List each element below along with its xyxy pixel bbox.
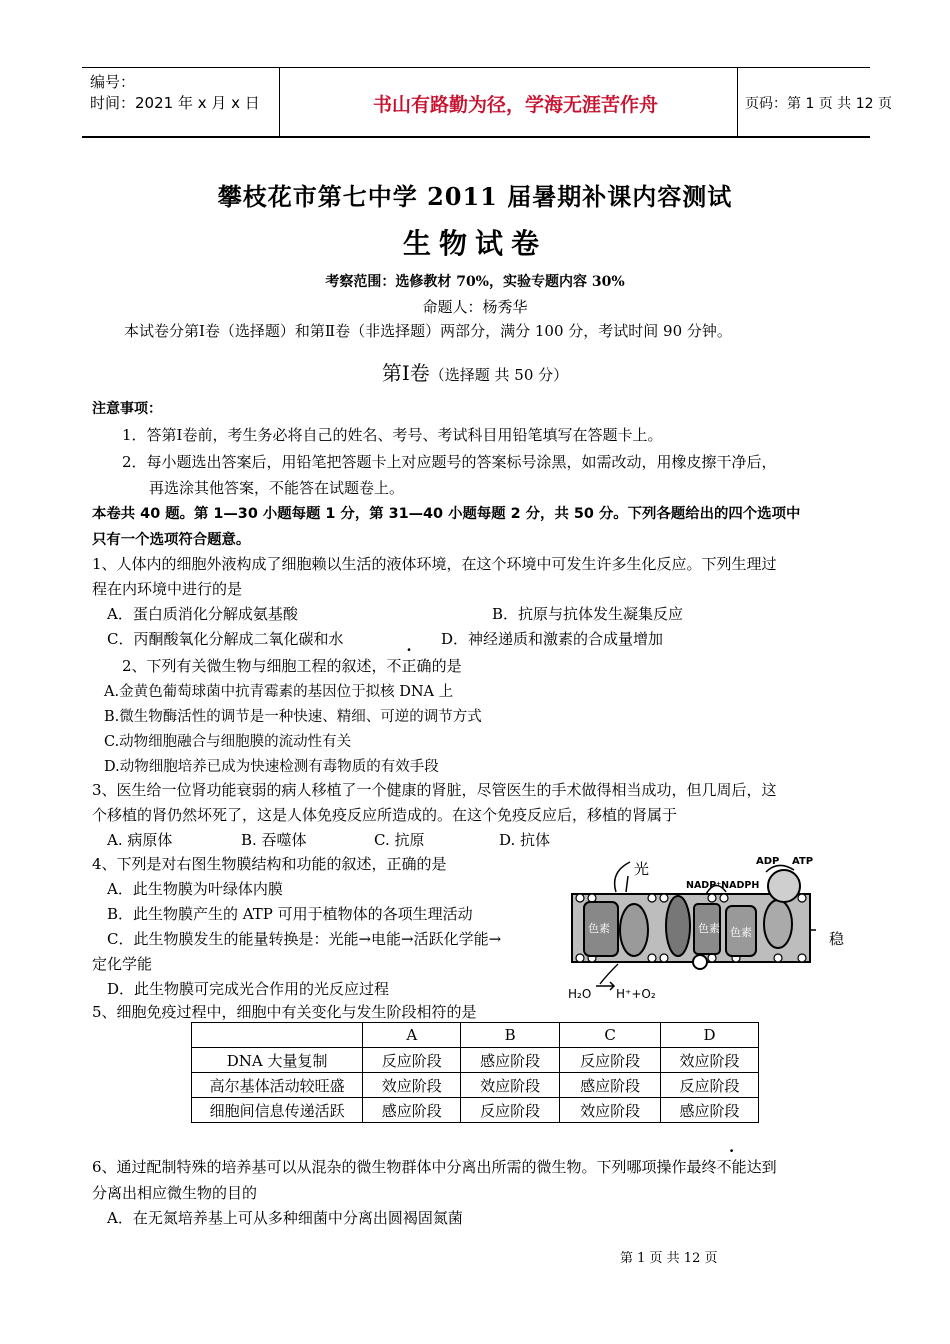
page-footer: 第 1 页 共 12 页 (620, 1251, 718, 1266)
table-cell: 效应阶段 (560, 1098, 661, 1123)
oxygen-label: H⁺+O₂ (616, 987, 656, 1001)
q1-stem-2: 程在内环境中进行的是 (92, 580, 243, 598)
q3-stem-2: 个移植的肾仍然坏死了，这是人体免疫反应所造成的。在这个免疫反应后，移植的肾属于 (92, 806, 678, 824)
q3-stem-1: 3、医生给一位肾功能衰弱的病人移植了一个健康的肾脏，尽管医生的手术做得相当成功，但几周后，这 (92, 781, 777, 799)
notes-label: 注意事项： (92, 401, 162, 417)
protein-complex-3 (666, 896, 690, 956)
atp-synthase (764, 900, 792, 948)
q4-option-b: B．此生物膜产生的 ATP 可用于植物体的各项生理活动 (107, 905, 473, 923)
table-cell: 感应阶段 (661, 1098, 759, 1123)
table-header-cell: A (363, 1023, 461, 1048)
membrane-diagram (566, 852, 816, 1002)
header-table (82, 67, 892, 138)
light-arrow-2 (626, 876, 628, 892)
table-cell: 效应阶段 (461, 1073, 560, 1098)
carrier-dot (693, 955, 707, 969)
table-cell: 感应阶段 (461, 1048, 560, 1073)
q4-option-a: A．此生物膜为叶绿体内膜 (107, 880, 283, 898)
section-subtitle: （选择题 共 50 分） (429, 366, 569, 384)
q2-stem-pre: 2、下列有关微生物与细胞工程的叙述， (122, 657, 387, 675)
header-page-label: 页码：第 1 页 共 12 页 (745, 96, 892, 112)
number-label: 编号： (90, 73, 136, 91)
instructions-line-2: 只有一个选项符合题意。 (92, 532, 251, 548)
q2-option-b: B.微生物酶活性的调节是一种快速、精细、可逆的调节方式 (104, 709, 482, 725)
q6-stem-pre: 6、通过配制特殊的培养基可以从混杂的微生物群体中分离出所需的微生物。下列哪项操作最终 (92, 1158, 717, 1176)
membrane-figure (566, 852, 816, 1002)
protein-complex-2 (620, 904, 648, 956)
table-header-cell: C (560, 1023, 661, 1048)
q4-option-d: D．此生物膜可完成光合作用的光反应过程 (107, 980, 390, 998)
header-motto-cell (279, 68, 738, 136)
header-page-cell (737, 68, 892, 136)
table-header-cell: B (461, 1023, 560, 1048)
q1-stem-1: 1、人体内的细胞外液构成了细胞赖以生活的液体环境，在这个环境中可发生许多生化反应。下列生理过 (92, 555, 777, 573)
q2-stem-emphasis: 不正确 (386, 657, 432, 675)
immune-stage-table (191, 1022, 759, 1123)
pigment-label-2: 色素 (698, 922, 720, 935)
note-2-cont: 再选涂其他答案，不能答在试题卷上。 (149, 479, 405, 497)
header-left-cell (82, 68, 280, 136)
q4-option-c-end: 稳 (829, 930, 845, 948)
section-title: 第Ⅰ卷 (381, 361, 430, 385)
table-row (192, 1098, 759, 1123)
atp-label: ATP (792, 856, 814, 867)
q3-option-a: A. 病原体 (107, 831, 173, 849)
q2-option-a: A.金黄色葡萄球菌中抗青霉素的基因位于拟核 DNA 上 (104, 684, 454, 700)
table-cell: 效应阶段 (363, 1073, 461, 1098)
q1-option-d: D．神经递质和激素的合成量增加 (441, 630, 664, 648)
table-header-cell: D (661, 1023, 759, 1048)
table-cell: 反应阶段 (560, 1048, 661, 1073)
instructions-line-1: 本卷共 40 题。第 1—30 小题每题 1 分，第 31—40 小题每题 2 分，共 50 分。下列各题给出的四个选项中 (92, 506, 801, 522)
q2-option-d: D.动物细胞培养已成为快速检测有毒物质的有效手段 (104, 759, 439, 775)
light-label: 光 (634, 860, 650, 878)
q4-stem: 4、下列是对右图生物膜结构和功能的叙述，正确的是 (92, 855, 447, 873)
q6-stem-post: 达到 (746, 1158, 777, 1176)
table-cell: 感应阶段 (363, 1098, 461, 1123)
adp-label: ADP (756, 856, 780, 867)
note-1: 1．答第Ⅰ卷前，考生务必将自己的姓名、考号、考试科目用铅笔填写在答题卡上。 (122, 426, 663, 444)
table-cell: DNA 大量复制 (192, 1048, 363, 1073)
table-row (192, 1048, 759, 1073)
pigment-label-1: 色素 (588, 922, 610, 935)
q5-stem: 5、细胞免疫过程中，细胞中有关变化与发生阶段相符的是 (92, 1003, 477, 1021)
note-2: 2．每小题选出答案后，用铅笔把答题卡上对应题号的答案标号涂黑，如需改动，用橡皮擦干净后， (122, 453, 777, 471)
q2-option-c: C.动物细胞融合与细胞膜的流动性有关 (104, 734, 352, 750)
table-cell: 反应阶段 (461, 1098, 560, 1123)
q4-option-c: C．此生物膜发生的能量转换是：光能→电能→活跃化学能→ (107, 930, 502, 948)
q1-option-c: C．丙酮酸氧化分解成二氧化碳和水 (107, 630, 344, 648)
q6-stem-emphasis: 不能 (716, 1158, 747, 1176)
table-row (192, 1073, 759, 1098)
nadp-label: NADP⁺NADPH (686, 880, 760, 891)
table-cell: 效应阶段 (661, 1048, 759, 1073)
q4-option-c-cont: 定化学能 (92, 955, 153, 973)
exam-author: 命题人：杨秀华 (422, 298, 528, 316)
pigment-label-3: 色素 (730, 926, 752, 939)
q1-option-b: B．抗原与抗体发生凝集反应 (492, 605, 684, 623)
table-cell: 反应阶段 (363, 1048, 461, 1073)
q3-option-c: C. 抗原 (374, 831, 425, 849)
water-curve (600, 964, 618, 984)
table-cell: 细胞间信息传递活跃 (192, 1098, 363, 1123)
atp-synthase-head (768, 870, 800, 902)
q6-stem-1 (92, 1156, 777, 1177)
exam-intro: 本试卷分第Ⅰ卷（选择题）和第Ⅱ卷（非选择题）两部分，满分 100 分，考试时间 90 分钟。 (124, 322, 732, 340)
section-heading (0, 357, 950, 386)
exam-scope: 考察范围：选修教材 70%，实验专题内容 30% (325, 274, 625, 290)
q1-option-a: A．蛋白质消化分解成氨基酸 (107, 605, 298, 623)
table-cell: 高尔基体活动较旺盛 (192, 1073, 363, 1098)
exam-title: 攀枝花市第七中学 2011 届暑期补课内容测试 (217, 182, 733, 211)
table-cell: 反应阶段 (661, 1073, 759, 1098)
water-label: H₂O (568, 987, 592, 1001)
table-header-row (192, 1023, 759, 1048)
q6-option-a: A．在无氮培养基上可从多种细菌中分离出圆褐固氮菌 (107, 1209, 463, 1227)
time-label: 时间：2021 年 x 月 x 日 (90, 94, 260, 112)
q3-option-b: B. 吞噬体 (241, 831, 307, 849)
motto: 书山有路勤为径，学海无涯苦作舟 (373, 94, 659, 116)
table-cell: 感应阶段 (560, 1073, 661, 1098)
q2-stem-post: 的是 (431, 657, 462, 675)
q2-stem (122, 655, 462, 676)
q3-option-d: D. 抗体 (499, 831, 551, 849)
table-header-cell (192, 1023, 363, 1048)
subject-title: 生物试卷 (402, 227, 547, 260)
q6-stem-2: 分离出相应微生物的目的 (92, 1184, 258, 1202)
